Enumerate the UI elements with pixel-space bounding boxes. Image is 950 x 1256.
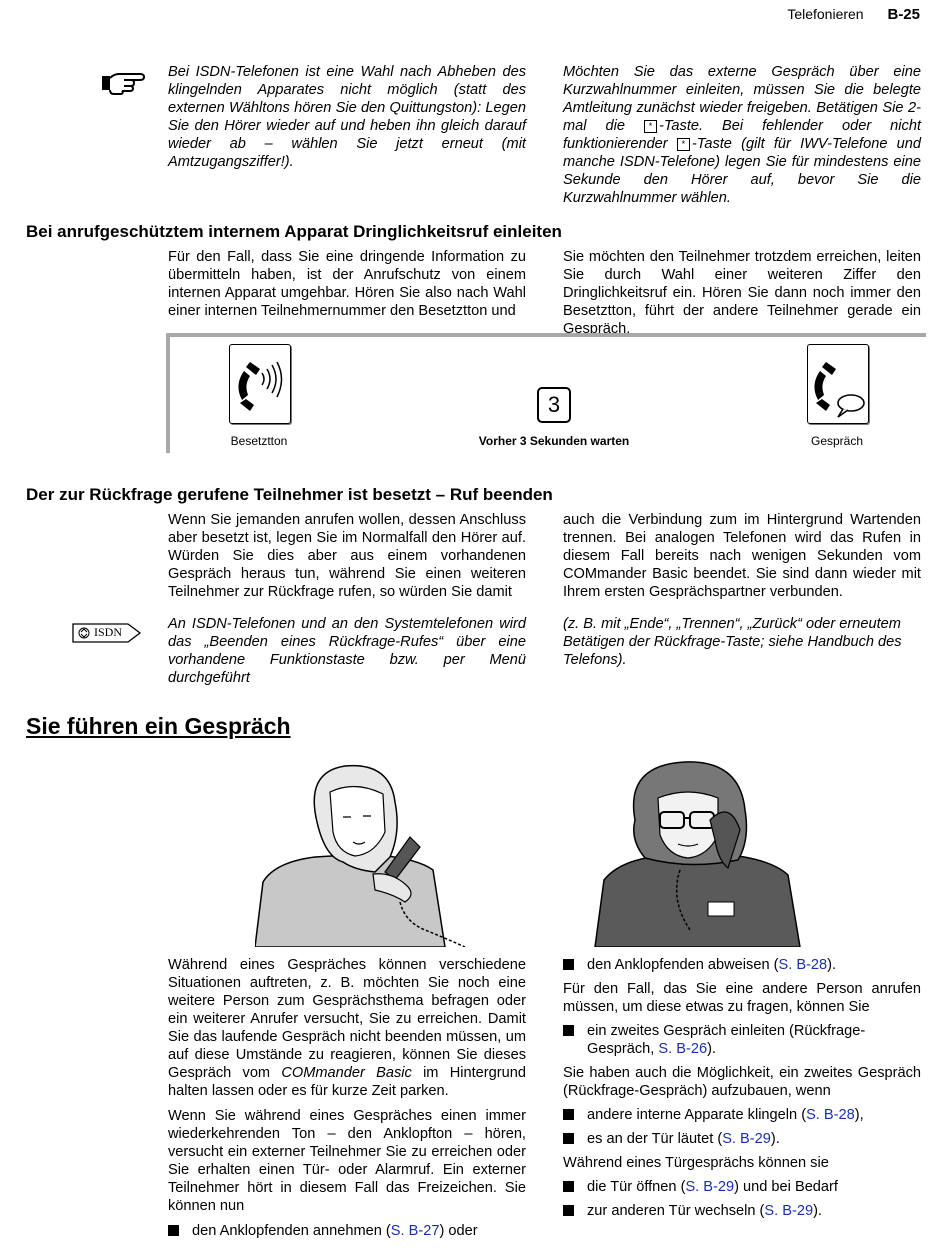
- chapter-right-column: [563, 956, 921, 1220]
- wait-label: Vorher 3 Sekunden warten: [478, 434, 630, 448]
- isdn-end-note-left: An ISDN-Telefonen und an den Systemtelefonen wird das „Beenden eines Rückfrage-Rufes“ über eine vorhandene Funktionstaste bzw. per Menü durchgeführt: [168, 616, 526, 686]
- b2-text: den Anklopfenden abweisen (: [587, 957, 779, 973]
- link-b26[interactable]: S. B-26: [658, 1041, 708, 1057]
- inquiry-paragraph: Für den Fall, das Sie eine andere Person anrufen müssen, um diese etwas zu fragen, können Sie: [563, 981, 921, 1015]
- list-item-open-door: [563, 1178, 921, 1196]
- hand-pointer-icon: [100, 68, 146, 96]
- chapter-title: Sie führen ein Gespräch: [26, 713, 291, 739]
- conversation-phone-icon: [807, 344, 869, 424]
- b5-text: es an der Tür läutet (: [587, 1131, 723, 1147]
- b7-text: zur anderen Tür wechseln (: [587, 1203, 765, 1219]
- intro-part-a: Während eines Gespräches können verschiedene Situationen auftreten, z. B. möchten Sie noch eine weitere Person zum Gesprächsthema befragen oder ein weiterer Anrufer versucht, Sie zu erreichen. Damit Sie das laufende Gespräch nicht beenden müssen, um auf diese Umstände zu reagieren, können Sie dieses Gespräch vom: [168, 957, 526, 1081]
- intro-part-b: im Hintergrund halten lassen oder es für kurze Zeit parken.: [168, 1065, 526, 1099]
- isdn-dial-note: Bei ISDN-Telefonen ist eine Wahl nach Abheben des klingelnden Apparates nicht möglich (statt des externen Wähltons hören Sie den Quittungston): Legen Sie den Hörer wieder auf und heben ihn gleich darauf wieder ab – wählen Sie jetzt erneut (mit Amtzugangsziffer!).: [168, 64, 526, 170]
- list-item-reject-waiting: [563, 956, 921, 974]
- speed-dial-note-c: -Taste (gilt für IWV-Telefone und manche ISDN-Telefone) legen Sie für mindestens eine Sekunde den Hörer auf, bevor Sie die Kurzwahlnummer wählen.: [563, 136, 921, 206]
- header-section: Telefonieren: [787, 6, 864, 22]
- conversation-label: Gespräch: [810, 434, 864, 448]
- digit-key-3: [537, 387, 571, 423]
- b7-end: ).: [813, 1203, 822, 1219]
- b1-end: ) oder: [439, 1223, 478, 1239]
- list-item-accept-waiting: [168, 1222, 526, 1240]
- chapter-intro-paragraph: [168, 956, 526, 1100]
- b4-end: ),: [854, 1107, 864, 1123]
- section-title-urgent-call: Bei anrufgeschütztem internem Apparat Dringlichkeitsruf einleiten: [26, 222, 562, 241]
- list-item-internal-ringing: [563, 1106, 921, 1124]
- b1-text: den Anklopfenden annehmen (: [192, 1223, 391, 1239]
- section-title-end-call: Der zur Rückfrage gerufene Teilnehmer ist besetzt – Ruf beenden: [26, 485, 553, 504]
- urgent-call-text-left: Für den Fall, dass Sie eine dringende Information zu übermitteln haben, ist der Anrufschutz von einem internen Apparat umgehbar. Hören Sie also nach Wahl einer internen Teilnehmernummer den Besetztton und: [168, 249, 526, 319]
- end-call-text-left: Wenn Sie jemanden anrufen wollen, dessen Anschluss aber besetzt ist, legen Sie im Normalfall den Hörer auf. Würden Sie dies aber aus einem vorhandenen Gespräch heraus tun, während Sie einen weiteren Teilnehmer zur Rückfrage rufen, so würden Sie damit: [168, 512, 526, 600]
- link-b28[interactable]: S. B-28: [778, 957, 828, 973]
- speed-dial-note: [563, 63, 921, 207]
- b3-text: ein zweites Gespräch einleiten (Rückfrage-Gespräch,: [587, 1023, 866, 1057]
- b2-end: ).: [827, 957, 837, 973]
- busy-tone-label: Besetztton: [230, 434, 288, 448]
- b5-end: ).: [770, 1131, 780, 1147]
- page-header: [787, 6, 920, 23]
- link-b27[interactable]: S. B-27: [390, 1223, 440, 1239]
- b3-end: ).: [707, 1041, 716, 1057]
- urgent-call-text-right: Sie möchten den Teilnehmer trotzdem erreichen, leiten Sie durch Wahl einer weiteren Ziffer den Dringlichkeitsruf ein. Hören Sie dann noch immer den Besetztton, führt der andere Teilnehmer gerade ein Gespräch.: [563, 249, 921, 337]
- link-b29-3[interactable]: S. B-29: [764, 1203, 814, 1219]
- star-key-icon: *: [644, 120, 657, 133]
- b6-end: ) und bei Bedarf: [734, 1179, 838, 1195]
- list-item-switch-door: [563, 1202, 921, 1220]
- list-item-doorbell: [563, 1130, 921, 1148]
- door-call-paragraph: Während eines Türgesprächs können sie: [563, 1155, 829, 1171]
- isdn-badge: [72, 622, 142, 644]
- link-b29[interactable]: S. B-29: [722, 1131, 771, 1147]
- link-b29-2[interactable]: S. B-29: [685, 1179, 735, 1195]
- digit-key-3-label: 3: [547, 392, 561, 417]
- woman-on-phone-illustration: [255, 762, 475, 947]
- woman-with-glasses-illustration: [590, 760, 805, 947]
- b4-text: andere interne Apparate klingeln (: [587, 1107, 807, 1123]
- isdn-badge-label: ISDN: [94, 625, 123, 639]
- chapter-left-column: [168, 956, 526, 1240]
- header-page-number: B-25: [887, 6, 920, 23]
- star-key-icon-2: *: [677, 138, 690, 151]
- intro-product-name: COMmander Basic: [281, 1065, 412, 1081]
- list-item-start-inquiry: [563, 1022, 921, 1058]
- b6-text: die Tür öffnen (: [587, 1179, 686, 1195]
- procedure-sketch: [166, 333, 926, 453]
- link-b28-2[interactable]: S. B-28: [806, 1107, 855, 1123]
- busy-tone-phone-icon: [229, 344, 291, 424]
- call-waiting-paragraph: Wenn Sie während eines Gespräches einen immer wiederkehrenden Ton – den Anklopfton – hören, versucht ein externer Teilnehmer Sie zu erreichen oder Sie erhalten einen Tür- oder Alarmruf. Ein externer Teilnehmer hört in diesem Fall das Freizeichen. Sie können nun: [168, 1108, 526, 1214]
- second-call-paragraph: Sie haben auch die Möglichkeit, ein zweites Gespräch (Rückfrage-Gespräch) aufzubauen, wenn: [563, 1065, 921, 1099]
- isdn-end-note-right: (z. B. mit „Ende“, „Trennen“, „Zurück“ oder erneutem Betätigen der Rückfrage-Taste; siehe Handbuch des Telefons).: [563, 616, 902, 668]
- end-call-text-right: auch die Verbindung zum im Hintergrund Wartenden trennen. Bei analogen Telefonen wird das Rufen in diesem Fall bereits nach wenigen Sekunden vom COMmander Basic beendet. Sie sind dann wieder mit Ihrem ersten Gesprächspartner verbunden.: [563, 512, 921, 600]
- speed-dial-note-a: Möchten Sie das externe Gespräch über eine Kurzwahlnummer einleiten, müssen Sie die belegte Amtleitung zunächst wieder freigeben. Betätigen Sie 2-mal die: [563, 64, 921, 134]
- speed-dial-note-b: -Taste. Bei fehlender oder nicht funktionierender: [563, 118, 921, 152]
